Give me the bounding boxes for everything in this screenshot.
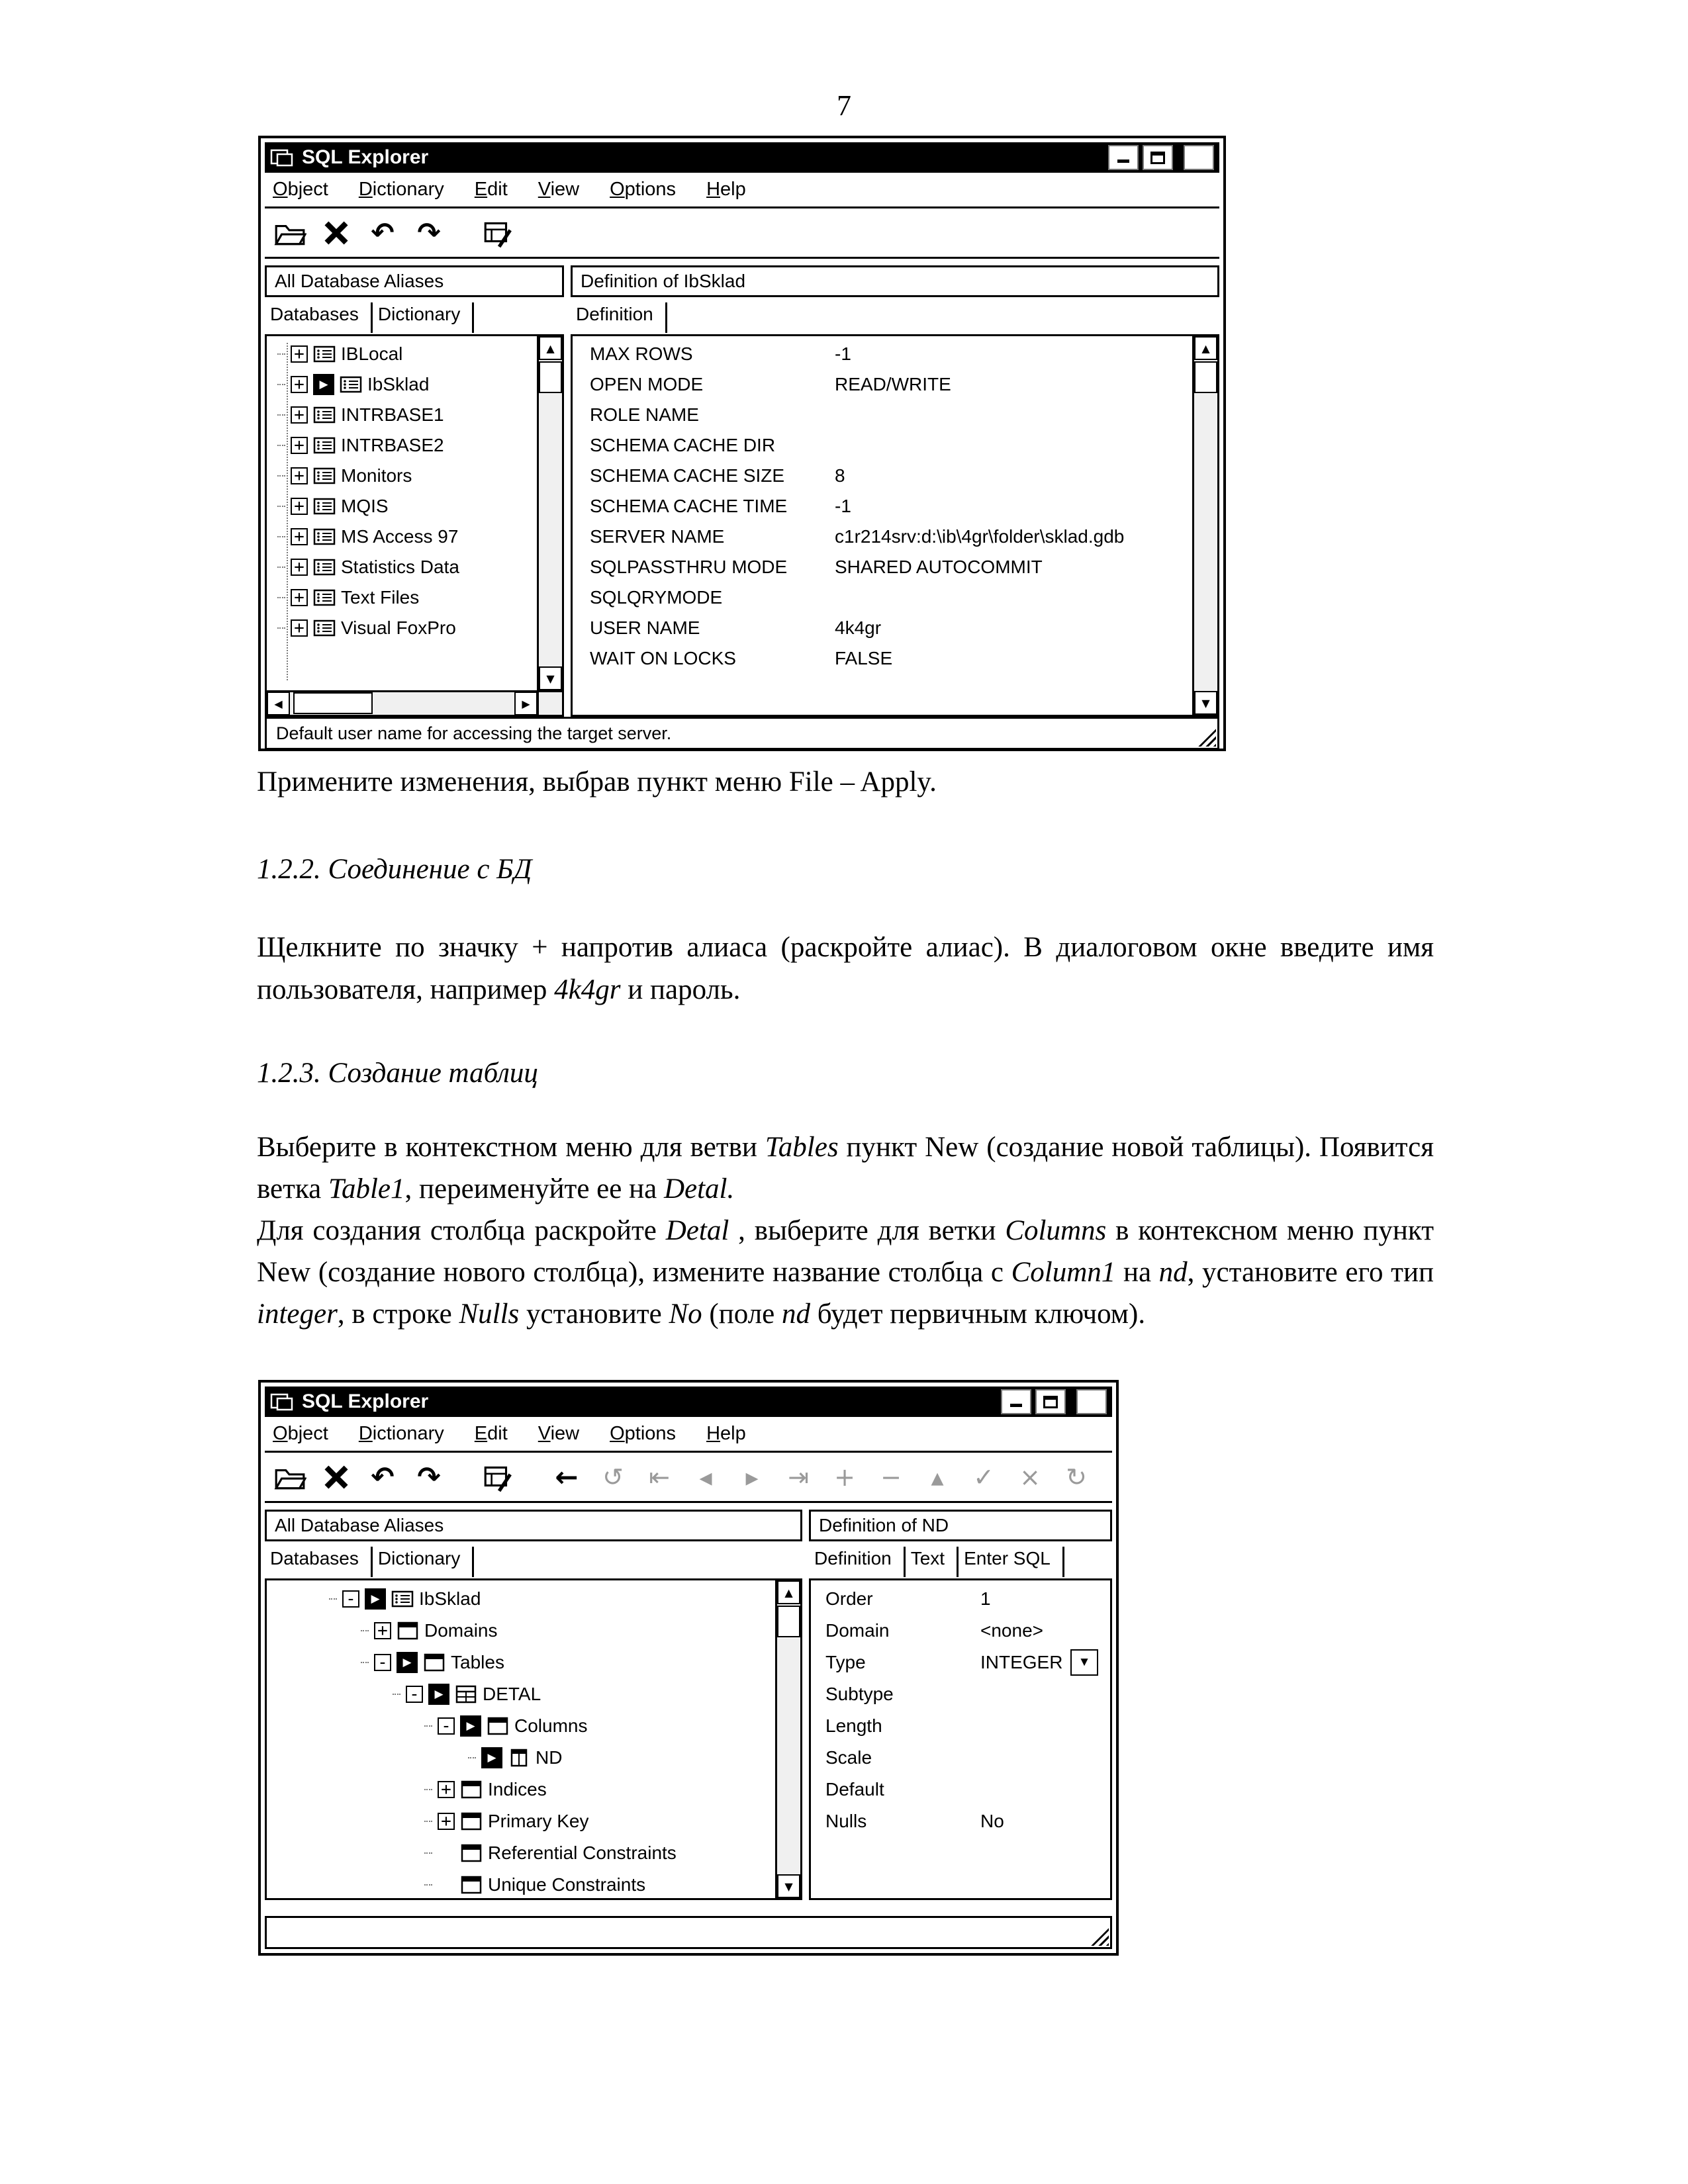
collapse-icon[interactable]: - <box>342 1590 359 1608</box>
panel-headers <box>265 1510 1112 1541</box>
tab-databases[interactable]: Databases <box>265 302 373 333</box>
tree-item-unique-constraints[interactable]: Unique Constraints <box>269 1869 773 1895</box>
menu-help[interactable]: Help <box>706 179 746 200</box>
property-row-wait-on-locks[interactable]: WAIT ON LOCKS FALSE <box>590 648 893 668</box>
property-row-open-mode[interactable]: OPEN MODE READ/WRITE <box>590 374 951 394</box>
paragraph-create-tables <box>257 1126 1434 1335</box>
expand-icon[interactable]: + <box>374 1622 391 1639</box>
category-icon <box>423 1653 445 1672</box>
scroll-left-icon[interactable]: ◀ <box>267 692 290 715</box>
horizontal-scrollbar[interactable] <box>267 690 538 715</box>
database-icon <box>313 557 336 577</box>
property-row-schema-cache-time[interactable]: SCHEMA CACHE TIME -1 <box>590 496 851 516</box>
tab-definition[interactable]: Definition <box>809 1547 906 1577</box>
vertical-scrollbar[interactable] <box>775 1580 800 1898</box>
current-marker-icon: ▶ <box>428 1684 449 1705</box>
delete-record-icon[interactable]: − <box>880 1462 902 1492</box>
property-row-length[interactable]: Length <box>825 1715 882 1736</box>
paragraph-create-tables-1: Выберите в контекстном меню для ветви Tables пункт New (создание новой таблицы). Появится ветка Table1, переименуйте ее на Detal. <box>257 1132 1434 1205</box>
delete-icon[interactable] <box>318 1459 355 1496</box>
column-icon <box>508 1748 530 1768</box>
tab-dictionary[interactable]: Dictionary <box>373 302 474 333</box>
scroll-right-icon[interactable]: ▶ <box>514 692 538 715</box>
tree-item-detal[interactable]: - ▶ DETAL <box>269 1678 773 1710</box>
scroll-thumb[interactable] <box>293 692 373 714</box>
page-number: 7 <box>837 89 851 122</box>
right-panel-header: Definition of IbSklad <box>571 265 1219 297</box>
tree-item-tables[interactable]: - ▶ Tables <box>269 1647 773 1678</box>
scroll-thumb[interactable] <box>1194 361 1217 393</box>
property-row-default[interactable]: Default <box>825 1779 884 1799</box>
current-marker-icon: ▶ <box>397 1652 418 1673</box>
tree-item-iblocal[interactable]: + IBLocal <box>269 339 534 369</box>
tree-item-textfiles[interactable]: + Text Files <box>269 582 534 613</box>
maximize-icon <box>1043 1396 1058 1408</box>
minimize-button[interactable] <box>1001 1389 1031 1414</box>
database-icon <box>313 435 336 455</box>
heading-1-2-3: 1.2.3. Создание таблиц <box>257 1058 538 1089</box>
property-row-max-rows[interactable]: MAX ROWS -1 <box>590 343 851 364</box>
tab-dictionary[interactable]: Dictionary <box>373 1547 474 1577</box>
current-marker-icon: ▶ <box>460 1715 481 1737</box>
close-button[interactable] <box>1076 1389 1107 1414</box>
menu-object[interactable]: Object <box>273 179 328 200</box>
title-bar[interactable] <box>265 142 1219 173</box>
redo-icon[interactable]: ↷ <box>417 1460 441 1493</box>
next-record-icon[interactable]: ▸ <box>745 1462 759 1492</box>
left-panel-header: All Database Aliases <box>265 1510 802 1541</box>
property-row-sqlpassthru-mode[interactable]: SQLPASSTHRU MODE SHARED AUTOCOMMIT <box>590 557 1043 577</box>
collapse-icon[interactable]: - <box>406 1686 423 1703</box>
expand-icon[interactable]: + <box>291 467 308 484</box>
scroll-up-icon[interactable]: ▲ <box>1194 336 1217 360</box>
property-row-user-name[interactable]: USER NAME 4k4gr <box>590 617 882 638</box>
category-icon <box>460 1811 483 1831</box>
expand-icon[interactable]: + <box>291 589 308 606</box>
menu-options[interactable]: Options <box>610 179 677 200</box>
first-record-icon[interactable]: ⇤ <box>649 1462 670 1492</box>
expand-icon[interactable]: + <box>438 1813 455 1830</box>
paragraph-apply: Примените изменения, выбрав пункт меню File – Apply. <box>257 766 937 797</box>
insert-record-icon[interactable]: + <box>834 1462 855 1492</box>
post-edit-icon[interactable]: ✓ <box>973 1462 994 1492</box>
property-row-type[interactable]: Type INTEGER ▼ <box>814 1647 1103 1678</box>
main-panels <box>265 334 1219 717</box>
redo-icon[interactable]: ↷ <box>417 216 441 249</box>
scroll-up-icon[interactable]: ▲ <box>777 1580 800 1604</box>
menu-edit[interactable]: Edit <box>474 179 508 200</box>
tabs-row <box>265 302 1219 333</box>
maximize-button[interactable] <box>1143 145 1173 170</box>
vertical-scrollbar[interactable] <box>1192 336 1217 715</box>
heading-1-2-2: 1.2.2. Соединение с БД <box>257 854 532 885</box>
category-icon <box>460 1780 483 1799</box>
menu-view[interactable]: View <box>538 1423 580 1444</box>
window-title: SQL Explorer <box>302 1390 429 1412</box>
close-icon: × <box>1192 145 1205 170</box>
tree-item-ibsklad[interactable]: + ▶ IbSklad <box>269 369 534 400</box>
status-bar <box>265 717 1219 750</box>
register-icon[interactable] <box>479 214 516 251</box>
tree-item-domains[interactable]: + Domains <box>269 1615 773 1647</box>
database-icon <box>313 588 336 608</box>
expand-icon[interactable]: + <box>291 406 308 424</box>
category-icon <box>397 1621 419 1641</box>
tree-item-columns[interactable]: - ▶ Columns <box>269 1710 773 1742</box>
property-row-subtype[interactable]: Subtype <box>825 1684 894 1704</box>
object-tree-panel <box>265 1578 802 1900</box>
table-icon <box>455 1684 477 1704</box>
resize-grip[interactable] <box>1194 724 1216 747</box>
title-bar[interactable] <box>265 1387 1112 1417</box>
tree-item-msaccess[interactable]: + MS Access 97 <box>269 522 534 552</box>
sql-explorer-window-1 <box>258 136 1226 751</box>
scroll-thumb[interactable] <box>539 361 562 393</box>
tree-item-nd[interactable]: ▶ ND <box>269 1742 773 1774</box>
expand-icon[interactable]: + <box>291 619 308 637</box>
property-row-scale[interactable]: Scale <box>825 1747 872 1768</box>
maximize-icon <box>1150 152 1165 164</box>
property-row-server-name[interactable]: SERVER NAME c1r214srv:d:\ib\4gr\folder\sklad.gdb <box>590 526 1125 547</box>
current-marker-icon: ▶ <box>313 374 334 395</box>
open-folder-icon[interactable] <box>271 1459 308 1496</box>
tab-definition[interactable]: Definition <box>571 302 667 333</box>
menu-bar <box>265 173 1219 208</box>
definition-panel <box>809 1578 1112 1900</box>
open-folder-icon[interactable] <box>271 214 308 251</box>
menu-object[interactable]: Object <box>273 1423 328 1444</box>
delete-icon[interactable] <box>318 214 355 251</box>
tree-item-visualfoxpro[interactable]: + Visual FoxPro <box>269 613 534 643</box>
expand-icon[interactable]: + <box>291 528 308 545</box>
toolbar <box>265 1453 1112 1503</box>
tree-item-monitors[interactable]: + Monitors <box>269 461 534 491</box>
property-row-domain[interactable]: Domain <none> <box>825 1620 1043 1641</box>
database-icon <box>391 1589 414 1609</box>
scroll-down-icon[interactable]: ▼ <box>539 666 562 690</box>
database-icon <box>313 344 336 364</box>
collapse-icon[interactable]: - <box>374 1654 391 1671</box>
category-icon <box>460 1843 483 1863</box>
definition-panel <box>571 334 1219 717</box>
app-icon <box>270 147 294 168</box>
tree-item-referential-constraints[interactable]: Referential Constraints <box>269 1837 773 1869</box>
expand-icon[interactable]: + <box>291 498 308 515</box>
tab-enter-sql[interactable]: Enter SQL <box>959 1547 1064 1577</box>
database-icon <box>313 618 336 638</box>
type-dropdown-button[interactable]: ▼ <box>1070 1649 1098 1676</box>
current-marker-icon: ▶ <box>365 1588 386 1610</box>
toolbar <box>265 208 1219 259</box>
maximize-button[interactable] <box>1035 1389 1066 1414</box>
collapse-icon[interactable]: - <box>438 1717 455 1735</box>
property-row-order[interactable]: Order 1 <box>825 1588 991 1609</box>
expand-icon[interactable]: + <box>291 559 308 576</box>
edit-record-icon[interactable]: ▴ <box>931 1462 944 1492</box>
scroll-thumb[interactable] <box>777 1606 800 1637</box>
vertical-scrollbar[interactable] <box>537 336 562 690</box>
minimize-button[interactable] <box>1108 145 1139 170</box>
prior-record-icon[interactable]: ◂ <box>699 1462 712 1492</box>
tabs-row <box>265 1547 1112 1577</box>
property-row-sqlqrymode[interactable]: SQLQRYMODE <box>590 587 723 608</box>
rollback-icon[interactable]: ↺ <box>602 1462 624 1492</box>
tree-item-primary-key[interactable]: + Primary Key <box>269 1805 773 1837</box>
category-icon <box>487 1716 509 1736</box>
scroll-down-icon[interactable]: ▼ <box>1194 691 1217 715</box>
resize-grip[interactable] <box>1086 1923 1109 1946</box>
menu-options[interactable]: Options <box>610 1423 677 1444</box>
paragraph-connect: Щелкните по значку + напротив алиаса (раскройте алиас). В диалоговом окне введите имя пользователя, например 4k4gr и пароль. <box>257 932 1434 1005</box>
property-row-role-name[interactable]: ROLE NAME <box>590 404 699 425</box>
tree-item-ibsklad[interactable]: - ▶ IbSklad <box>269 1583 773 1615</box>
status-bar <box>265 1916 1112 1949</box>
cancel-edit-icon[interactable]: × <box>1019 1462 1041 1492</box>
status-text: Default user name for accessing the target server. <box>276 723 672 743</box>
main-panels <box>265 1578 1112 1900</box>
undo-icon[interactable]: ↶ <box>371 216 395 249</box>
minimize-icon <box>1117 152 1129 163</box>
database-icon <box>313 496 336 516</box>
menu-help[interactable]: Help <box>706 1423 746 1444</box>
property-row-schema-cache-dir[interactable]: SCHEMA CACHE DIR <box>590 435 776 455</box>
database-icon <box>340 375 362 394</box>
sql-explorer-window-2 <box>258 1380 1119 1956</box>
undo-icon[interactable]: ↶ <box>371 1460 395 1493</box>
panel-headers <box>265 265 1219 297</box>
app-icon <box>270 1391 294 1412</box>
minimize-icon <box>1010 1396 1022 1407</box>
close-icon: × <box>1085 1389 1098 1414</box>
tree-item-indices[interactable]: + Indices <box>269 1774 773 1805</box>
expand-icon[interactable]: + <box>291 345 308 363</box>
tree-item-mqis[interactable]: + MQIS <box>269 491 534 522</box>
register-icon[interactable] <box>479 1459 516 1496</box>
scrollbar-corner <box>537 690 562 715</box>
database-icon <box>313 527 336 547</box>
tab-databases[interactable]: Databases <box>265 1547 373 1577</box>
expand-icon[interactable]: + <box>291 376 308 393</box>
back-arrow-icon[interactable]: ← <box>555 1460 579 1493</box>
expand-icon[interactable]: + <box>438 1781 455 1798</box>
tab-text[interactable]: Text <box>906 1547 959 1577</box>
menu-dictionary[interactable]: Dictionary <box>358 179 444 200</box>
scroll-up-icon[interactable]: ▲ <box>539 336 562 360</box>
category-icon <box>460 1875 483 1895</box>
property-row-nulls[interactable]: Nulls No <box>825 1811 1004 1831</box>
property-row-schema-cache-size[interactable]: SCHEMA CACHE SIZE 8 <box>590 465 845 486</box>
menu-view[interactable]: View <box>538 179 580 200</box>
database-icon <box>313 466 336 486</box>
window-title: SQL Explorer <box>302 146 429 168</box>
current-marker-icon: ▶ <box>481 1747 502 1768</box>
database-icon <box>313 405 336 425</box>
menu-dictionary[interactable]: Dictionary <box>358 1423 444 1444</box>
tree-item-intrbase1[interactable]: + INTRBASE1 <box>269 400 534 430</box>
alias-tree-panel <box>265 334 564 717</box>
refresh-icon[interactable]: ↻ <box>1066 1462 1087 1492</box>
tree-item-statistics[interactable]: + Statistics Data <box>269 552 534 582</box>
tree-item-intrbase2[interactable]: + INTRBASE2 <box>269 430 534 461</box>
scroll-down-icon[interactable]: ▼ <box>777 1874 800 1898</box>
menu-bar <box>265 1417 1112 1453</box>
right-panel-header: Definition of ND <box>809 1510 1112 1541</box>
last-record-icon[interactable]: ⇥ <box>788 1462 809 1492</box>
expand-icon[interactable]: + <box>291 437 308 454</box>
left-panel-header: All Database Aliases <box>265 265 564 297</box>
close-button[interactable] <box>1184 145 1214 170</box>
menu-edit[interactable]: Edit <box>474 1423 508 1444</box>
paragraph-create-tables-2: Для создания столбца раскройте Detal , выберите для ветки Columns в контексном меню пункт New (создание нового столбца), измените название столбца с Column1 на nd, установите его тип integer, в строке Nulls установите No (поле nd будет первичным ключом). <box>257 1215 1434 1330</box>
